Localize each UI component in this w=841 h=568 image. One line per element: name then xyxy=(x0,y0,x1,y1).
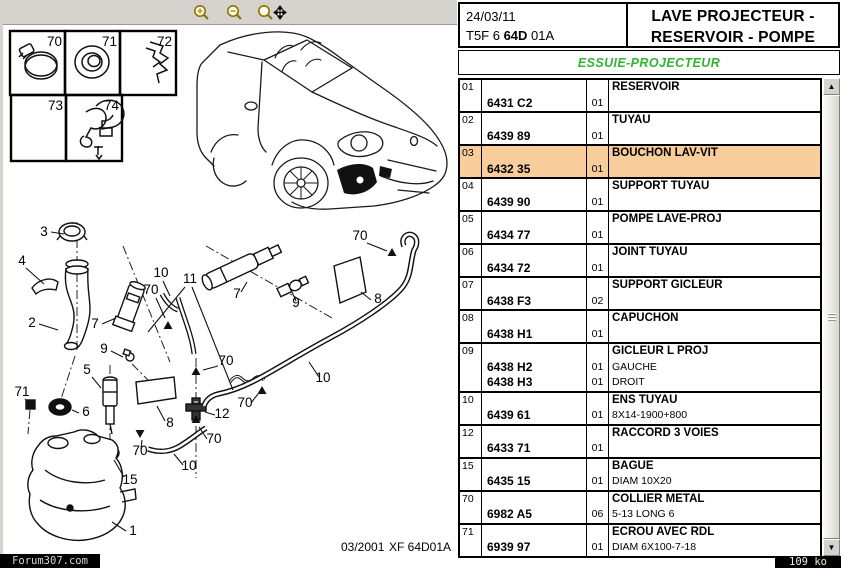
part-code-cell: 6433 71 xyxy=(482,426,587,457)
qty-cell: 02 xyxy=(587,278,609,309)
scrollbar-up-arrow[interactable]: ▲ xyxy=(823,78,840,95)
watermark-forum307: Forum307.com xyxy=(0,554,100,568)
description-cell: COLLIER METAL 5-13 LONG 6 xyxy=(612,492,705,520)
diagram-callout-70: 70 xyxy=(237,395,253,410)
ref-cell: 08 xyxy=(460,311,482,342)
diagram-callout-12: 12 xyxy=(214,406,230,421)
diagram-callout-7: 7 xyxy=(91,316,99,331)
qty-cell: 01 xyxy=(587,80,609,111)
inset-part-icons xyxy=(19,42,168,159)
scrollbar-thumb[interactable] xyxy=(823,95,840,539)
window-edge xyxy=(0,0,3,568)
diagram-callout-71: 71 xyxy=(101,34,117,49)
table-row[interactable] xyxy=(460,80,820,113)
table-row[interactable] xyxy=(460,311,820,344)
ref-cell: 71 xyxy=(460,525,482,556)
diagram-callout-70: 70 xyxy=(206,431,222,446)
zoom-pan-icon[interactable] xyxy=(256,2,288,22)
part-code-cell: 6439 61 xyxy=(482,393,587,424)
part-code-cell: 6439 90 xyxy=(482,179,587,210)
exploded-parts-diagram xyxy=(0,25,457,568)
diagram-callout-8: 8 xyxy=(166,415,174,430)
qty-cell: 01 xyxy=(587,311,609,342)
qty-cell: 01 xyxy=(587,459,609,490)
table-row[interactable] xyxy=(460,245,820,278)
ref-cell: 01 xyxy=(460,80,482,111)
description-cell: RESERVOIR xyxy=(612,81,680,93)
catalog-reference: T5F 6 64D 01A xyxy=(466,28,555,43)
part-code-cell: 6431 C2 xyxy=(482,80,587,111)
description-cell: SUPPORT TUYAU xyxy=(612,180,710,192)
description-cell: POMPE LAVE-PROJ xyxy=(612,213,722,225)
description-cell: GICLEUR L PROJ GAUCHE DROIT xyxy=(612,345,709,388)
table-row[interactable] xyxy=(460,113,820,146)
description-cell: TUYAU xyxy=(612,114,651,126)
ref-cell: 04 xyxy=(460,179,482,210)
ref-cell: 70 xyxy=(460,492,482,523)
table-row[interactable] xyxy=(460,492,820,525)
description-cell: RACCORD 3 VOIES xyxy=(612,426,719,439)
part-code-cell: 6939 97 xyxy=(482,525,587,556)
table-row[interactable] xyxy=(460,525,820,558)
table-row[interactable] xyxy=(460,459,820,492)
part-code-cell: 6439 89 xyxy=(482,113,587,144)
ref-cell: 06 xyxy=(460,245,482,276)
parts-list-pane xyxy=(457,0,841,568)
catalog-date: 24/03/11 xyxy=(466,9,516,24)
part-code-cell: 6438 H1 xyxy=(482,311,587,342)
description-cell: ENS TUYAU 8X14-1900+800 xyxy=(612,393,688,421)
part-code-cell: 6434 77 xyxy=(482,212,587,243)
diagram-callout-10: 10 xyxy=(315,370,331,385)
diagram-callout-5: 5 xyxy=(83,362,91,377)
diagram-callout-9: 9 xyxy=(292,295,300,310)
ref-cell: 05 xyxy=(460,212,482,243)
diagram-callout-74: 74 xyxy=(103,98,119,113)
description-cell: ECROU AVEC RDL DIAM 6X100-7-18 xyxy=(612,525,715,553)
scrollbar-grip xyxy=(828,313,836,321)
part-code-cell: 6438 F3 xyxy=(482,278,587,309)
table-row[interactable] xyxy=(460,179,820,212)
diagram-callout-15: 15 xyxy=(122,472,138,487)
diagram-callout-11: 11 xyxy=(182,271,198,286)
part-code-cell: 6434 72 xyxy=(482,245,587,276)
table-row[interactable] xyxy=(460,393,820,426)
hoses xyxy=(148,234,417,451)
part-code-cell: 6982 A5 xyxy=(482,492,587,523)
description-cell: BOUCHON LAV-VIT xyxy=(612,147,718,159)
section-link-band xyxy=(458,50,840,75)
diagram-callout-70: 70 xyxy=(132,443,148,458)
scrollbar-down-arrow[interactable]: ▼ xyxy=(823,539,840,556)
diagram-callout-10: 10 xyxy=(153,265,169,280)
ref-cell: 02 xyxy=(460,113,482,144)
parts-table xyxy=(458,78,822,558)
diagram-callout-73: 73 xyxy=(47,98,63,113)
part-code-cell: 6435 15 xyxy=(482,459,587,490)
qty-cell: 01 xyxy=(587,426,609,457)
diagram-callout-70: 70 xyxy=(218,353,234,368)
qty-cell: 01 xyxy=(587,525,609,556)
diagram-callout-71: 71 xyxy=(14,384,30,399)
diagram-callout-9: 9 xyxy=(100,341,108,356)
part-code-cell: 6438 H2 6438 H3 xyxy=(482,344,587,391)
qty-cell: 01 xyxy=(587,245,609,276)
qty-cell: 01 xyxy=(587,146,609,177)
diagram-callout-70: 70 xyxy=(143,282,159,297)
file-size-badge: 109 ko xyxy=(775,556,841,568)
diagram-callout-6: 6 xyxy=(82,404,90,419)
qty-cell: 01 xyxy=(587,179,609,210)
description-cell: JOINT TUYAU xyxy=(612,246,688,258)
scrollbar[interactable] xyxy=(823,78,840,556)
ref-cell: 15 xyxy=(460,459,482,490)
info-header xyxy=(458,2,840,48)
ref-cell: 03 xyxy=(460,146,482,177)
qty-cell: 01 01 xyxy=(587,344,609,391)
description-cell: SUPPORT GICLEUR xyxy=(612,279,723,291)
zoom-in-icon[interactable] xyxy=(190,2,212,22)
table-row[interactable] xyxy=(460,278,820,311)
ref-cell: 10 xyxy=(460,393,482,424)
table-row[interactable] xyxy=(460,344,820,393)
diagram-callout-4: 4 xyxy=(18,253,26,268)
diagram-callout-70: 70 xyxy=(46,34,62,49)
diagram-footer-date: 03/2001 xyxy=(341,540,385,554)
table-row[interactable] xyxy=(460,212,820,245)
qty-cell: 01 xyxy=(587,212,609,243)
zoom-out-icon[interactable] xyxy=(223,2,245,22)
qty-cell: 01 xyxy=(587,113,609,144)
ref-cell: 12 xyxy=(460,426,482,457)
table-row[interactable] xyxy=(460,146,820,179)
inset-parts-grid xyxy=(10,31,176,161)
part-code-cell: 6432 35 xyxy=(482,146,587,177)
diagram-callout-2: 2 xyxy=(28,315,36,330)
diagram-callout-10: 10 xyxy=(181,458,197,473)
qty-cell: 06 xyxy=(587,492,609,523)
diagram-callout-72: 72 xyxy=(156,34,172,49)
reference-cell xyxy=(460,4,628,46)
diagram-callout-7: 7 xyxy=(233,286,241,301)
table-row[interactable] xyxy=(460,426,820,459)
essuie-projecteur-link[interactable]: ESSUIE-PROJECTEUR xyxy=(577,55,721,70)
ref-cell: 07 xyxy=(460,278,482,309)
car-illustration xyxy=(197,32,447,209)
diagram-callout-1: 1 xyxy=(129,523,137,538)
zoom-toolbar xyxy=(0,0,457,25)
diagram-callout-70: 70 xyxy=(352,228,368,243)
diagram-callout-8: 8 xyxy=(374,291,382,306)
diagram-footer-code: XF 64D01A xyxy=(389,540,452,554)
page-title: LAVE PROJECTEUR - RESERVOIR - POMPE xyxy=(650,8,816,46)
description-cell: CAPUCHON xyxy=(612,312,679,324)
qty-cell: 01 xyxy=(587,393,609,424)
description-cell: BAGUE DIAM 10X20 xyxy=(612,459,672,487)
diagram-callout-3: 3 xyxy=(40,224,48,239)
ref-cell: 09 xyxy=(460,344,482,391)
